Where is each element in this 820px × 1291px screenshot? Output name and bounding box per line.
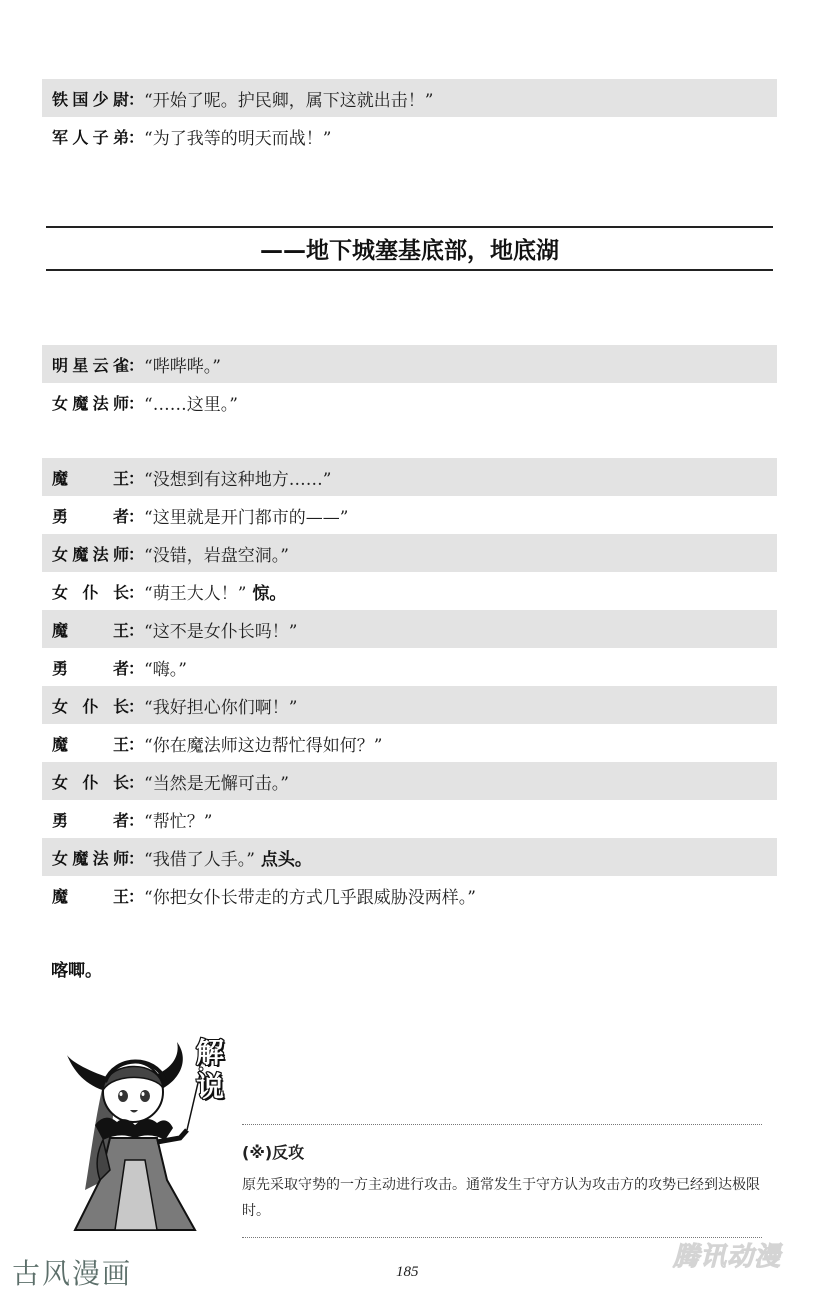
dialogue-row [42, 534, 777, 572]
speaker-char: 女 [52, 696, 68, 716]
dialogue-line [142, 124, 331, 149]
speaker-colon: ： [128, 620, 144, 640]
dialogue-text: “萌王大人！” [144, 583, 247, 604]
sound-effect-text: 喀唧。 [51, 961, 102, 981]
dialogue-line [142, 579, 286, 604]
speaker-char: 王 [112, 734, 128, 754]
dialogue-row [42, 838, 777, 876]
watermark-right: 腾讯动漫 [673, 1242, 782, 1272]
speaker-char: 魔 [52, 886, 68, 906]
speaker-label [42, 656, 142, 679]
dialogue-text: “……这里。” [144, 394, 238, 415]
dialogue-text: “嗨。” [144, 659, 187, 680]
speaker-name [52, 846, 128, 869]
stage-action: 点头。 [260, 849, 312, 870]
speaker-char: 魔 [52, 468, 68, 488]
speaker-name [52, 580, 128, 603]
speaker-label [42, 694, 142, 717]
dialogue-line [142, 883, 476, 908]
dialogue-text: “你在魔法师这边帮忙得如何？” [144, 735, 383, 756]
page-number: 185 [396, 1264, 419, 1280]
speaker-char: 仆 [82, 772, 98, 792]
section-title: ——地下城塞基底部，地底湖 [260, 238, 559, 264]
speaker-char: 雀 [112, 355, 128, 375]
speaker-colon: ： [128, 544, 144, 564]
speaker-char: 女 [52, 544, 68, 564]
speaker-char: 女 [52, 582, 68, 602]
badge-char-2: 说 [195, 1070, 224, 1103]
speaker-char: 魔 [52, 734, 68, 754]
speaker-colon: ： [128, 810, 144, 830]
dialogue-text: “没想到有这种地方……” [144, 469, 332, 490]
speaker-char: 长 [112, 696, 128, 716]
speaker-char: 长 [112, 582, 128, 602]
speaker-label [42, 580, 142, 603]
dialogue-text: “这里就是开门都市的——” [144, 507, 349, 528]
speaker-name [52, 770, 128, 793]
speaker-colon: ： [128, 658, 144, 678]
dialogue-line [142, 352, 221, 377]
speaker-char: 女 [52, 848, 68, 868]
speaker-name [52, 353, 128, 376]
commentary-badge [188, 1036, 232, 1104]
dialogue-text: “帮忙？” [144, 811, 213, 832]
dialogue-row [42, 800, 777, 838]
speaker-char: 者 [112, 506, 128, 526]
speaker-char: 师 [112, 848, 128, 868]
speaker-label [42, 770, 142, 793]
speaker-colon: ： [128, 393, 144, 413]
speaker-char: 师 [112, 393, 128, 413]
dialogue-text: “开始了呢。护民卿，属下这就出击！” [144, 90, 434, 111]
speaker-label [42, 732, 142, 755]
dialogue-text: “我借了人手。” [144, 849, 255, 870]
speaker-name [52, 504, 128, 527]
dialogue-row [42, 79, 777, 117]
dialogue-line [142, 390, 238, 415]
speaker-colon: ： [128, 696, 144, 716]
speaker-char: 师 [112, 544, 128, 564]
speaker-colon: ： [128, 734, 144, 754]
speaker-char: 仆 [82, 696, 98, 716]
speaker-char: 少 [92, 89, 108, 109]
speaker-char: 女 [52, 772, 68, 792]
speaker-char: 魔 [72, 393, 88, 413]
dialogue-line [142, 86, 433, 111]
speaker-colon: ： [128, 355, 144, 375]
dialogue-line [142, 617, 297, 642]
note-definition: 原先采取守势的一方主动进行攻击。通常发生于守方认为攻击方的攻势已经到达极限时。 [242, 1177, 760, 1219]
speaker-char: 明 [52, 355, 68, 375]
speaker-char: 法 [92, 848, 108, 868]
dialogue-row [42, 648, 777, 686]
speaker-name [52, 808, 128, 831]
section-rule-top [46, 226, 773, 228]
speaker-char: 弟 [112, 127, 128, 147]
speaker-name [52, 542, 128, 565]
speaker-colon: ： [128, 582, 144, 602]
speaker-label [42, 808, 142, 831]
dialogue-row [42, 686, 777, 724]
speaker-name [52, 125, 128, 148]
speaker-char: 魔 [52, 620, 68, 640]
speaker-char: 勇 [52, 810, 68, 830]
speaker-label [42, 87, 142, 110]
dialogue-row [42, 383, 777, 421]
speaker-char: 星 [72, 355, 88, 375]
dialogue-line [142, 807, 212, 832]
speaker-char: 魔 [72, 544, 88, 564]
dialogue-row [42, 496, 777, 534]
speaker-colon: ： [128, 848, 144, 868]
speaker-char: 法 [92, 393, 108, 413]
speaker-name [52, 732, 128, 755]
speaker-char: 勇 [52, 506, 68, 526]
dialogue-line [142, 541, 289, 566]
speaker-name [52, 656, 128, 679]
dialogue-row [42, 876, 777, 914]
dialogue-text: “我好担心你们啊！” [144, 697, 298, 718]
stage-action: 惊。 [252, 583, 287, 604]
dialogue-row [42, 762, 777, 800]
speaker-char: 王 [112, 468, 128, 488]
speaker-label [42, 125, 142, 148]
dialogue-text: “这不是女仆长吗！” [144, 621, 298, 642]
speaker-char: 军 [52, 127, 68, 147]
speaker-name [52, 884, 128, 907]
dialogue-row [42, 572, 777, 610]
speaker-char: 勇 [52, 658, 68, 678]
speaker-label [42, 884, 142, 907]
badge-char-1: 解 [195, 1036, 224, 1069]
speaker-char: 人 [72, 127, 88, 147]
dialogue-text: “当然是无懈可击。” [144, 773, 289, 794]
speaker-char: 尉 [112, 89, 128, 109]
watermark-left: 古风漫画 [12, 1257, 133, 1290]
speaker-name [52, 391, 128, 414]
speaker-char: 仆 [82, 582, 98, 602]
speaker-char: 王 [112, 620, 128, 640]
speaker-name [52, 87, 128, 110]
speaker-char: 国 [72, 89, 88, 109]
speaker-label [42, 466, 142, 489]
speaker-label [42, 391, 142, 414]
dialogue-row [42, 610, 777, 648]
speaker-char: 铁 [52, 89, 68, 109]
dialogue-row [42, 458, 777, 496]
speaker-char: 女 [52, 393, 68, 413]
section-rule-bottom [46, 269, 773, 271]
speaker-label [42, 353, 142, 376]
speaker-colon: ： [128, 886, 144, 906]
speaker-colon: ： [128, 506, 144, 526]
dialogue-line [142, 769, 289, 794]
dialogue-line [142, 693, 297, 718]
speaker-char: 法 [92, 544, 108, 564]
dialogue-text: “为了我等的明天而战！” [144, 128, 332, 149]
dialogue-line [142, 655, 187, 680]
speaker-char: 子 [92, 127, 108, 147]
speaker-label [42, 542, 142, 565]
speaker-char: 王 [112, 886, 128, 906]
speaker-name [52, 618, 128, 641]
dialogue-text: “哔哔哔。” [144, 356, 221, 377]
speaker-char: 长 [112, 772, 128, 792]
dialogue-line [142, 731, 382, 756]
speaker-colon: ： [128, 468, 144, 488]
speaker-label [42, 504, 142, 527]
speaker-label [42, 846, 142, 869]
dialogue-line [142, 503, 348, 528]
dialogue-row [42, 345, 777, 383]
speaker-char: 者 [112, 658, 128, 678]
speaker-char: 者 [112, 810, 128, 830]
speaker-colon: ： [128, 772, 144, 792]
note-term: (※)反攻 [242, 1143, 305, 1162]
speaker-name [52, 694, 128, 717]
speaker-colon: ： [128, 89, 144, 109]
dialogue-row [42, 724, 777, 762]
speaker-char: 魔 [72, 848, 88, 868]
speaker-label [42, 618, 142, 641]
speaker-colon: ： [128, 127, 144, 147]
dialogue-line [142, 465, 331, 490]
dialogue-text: “没错，岩盘空洞。” [144, 545, 289, 566]
dialogue-text: “你把女仆长带走的方式几乎跟威胁没两样。” [144, 887, 476, 908]
note-divider-top [242, 1124, 762, 1125]
dialogue-line [142, 845, 312, 870]
speaker-name [52, 466, 128, 489]
speaker-char: 云 [92, 355, 108, 375]
dialogue-row [42, 117, 777, 155]
